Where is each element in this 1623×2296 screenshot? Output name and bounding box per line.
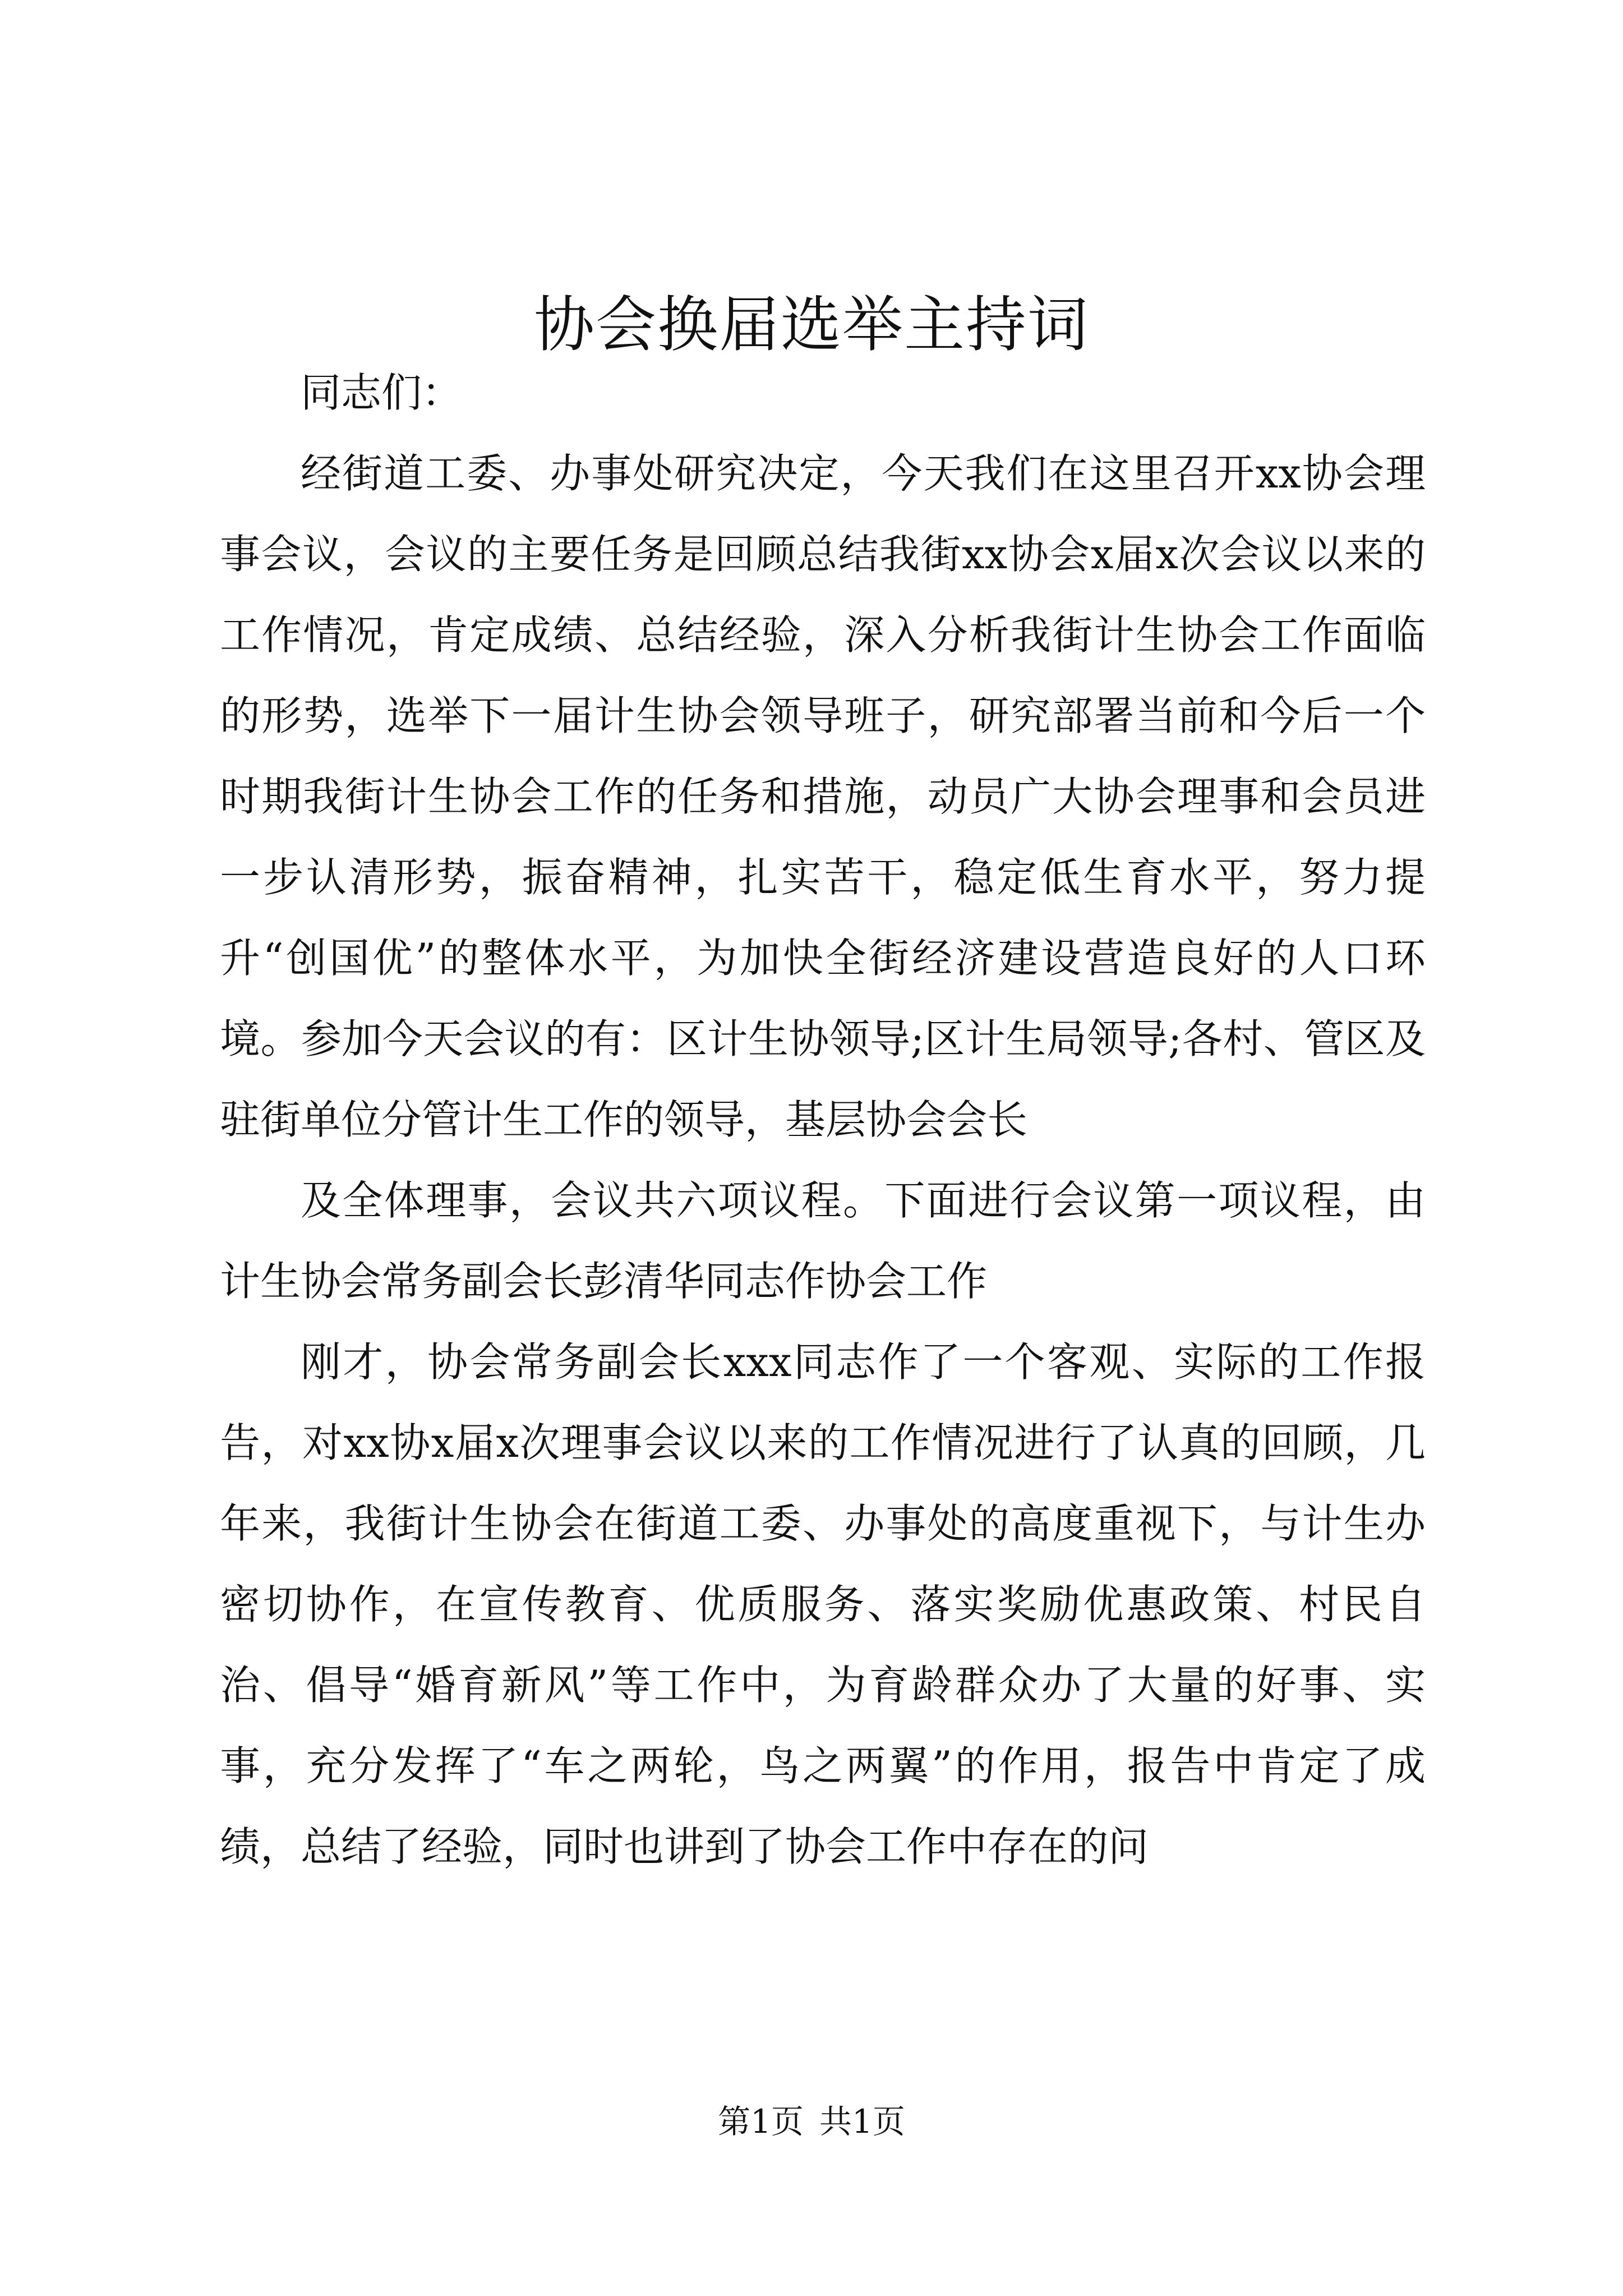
- document-body: [220, 352, 1426, 1887]
- document-title: 协会换届选举主持词: [533, 290, 1089, 360]
- page-total: 共1页: [819, 2102, 905, 2141]
- paragraph: 经街道工委、办事处研究决定，今天我们在这里召开xx协会理事会议，会议的主要任务是回顾总结我街xx协会x届x次会议以来的工作情况，肯定成绩、总结经验，深入分析我街计生协会工作面临的形势，选举下一届计生协会领导班子，研究部署当前和今后一个时期我街计生协会工作的任务和措施，动员广大协会理事和会员进一步认清形势，振奋精神，扎实苦干，稳定低生育水平，努力提升“创国优”的整体水平，为加快全街经济建设营造良好的人口环境。参加今天会议的有：区计生协领导;区计生局领导;各村、管区及驻街单位分管计生工作的领导，基层协会会长: [220, 450, 1426, 1143]
- paragraph: 刚才，协会常务副会长xxx同志作了一个客观、实际的工作报告，对xx协x届x次理事会议以来的工作情况进行了认真的回顾，几年来，我街计生协会在街道工委、办事处的高度重视下，与计生办密切协作，在宣传教育、优质服务、落实奖励优惠政策、村民自治、倡导“婚育新风”等工作中，为育龄群众办了大量的好事、实事，充分发挥了“车之两轮，鸟之两翼”的作用，报告中肯定了成绩，总结了经验，同时也讲到了协会工作中存在的问: [220, 1338, 1426, 1870]
- page-number: 第1页: [718, 2102, 804, 2141]
- paragraph-salutation: 同志们：: [301, 369, 463, 416]
- page-footer: [0, 2099, 1623, 2144]
- paragraph: 及全体理事，会议共六项议程。下面进行会议第一项议程，由计生协会常务副会长彭清华同志作协会工作: [220, 1177, 1426, 1305]
